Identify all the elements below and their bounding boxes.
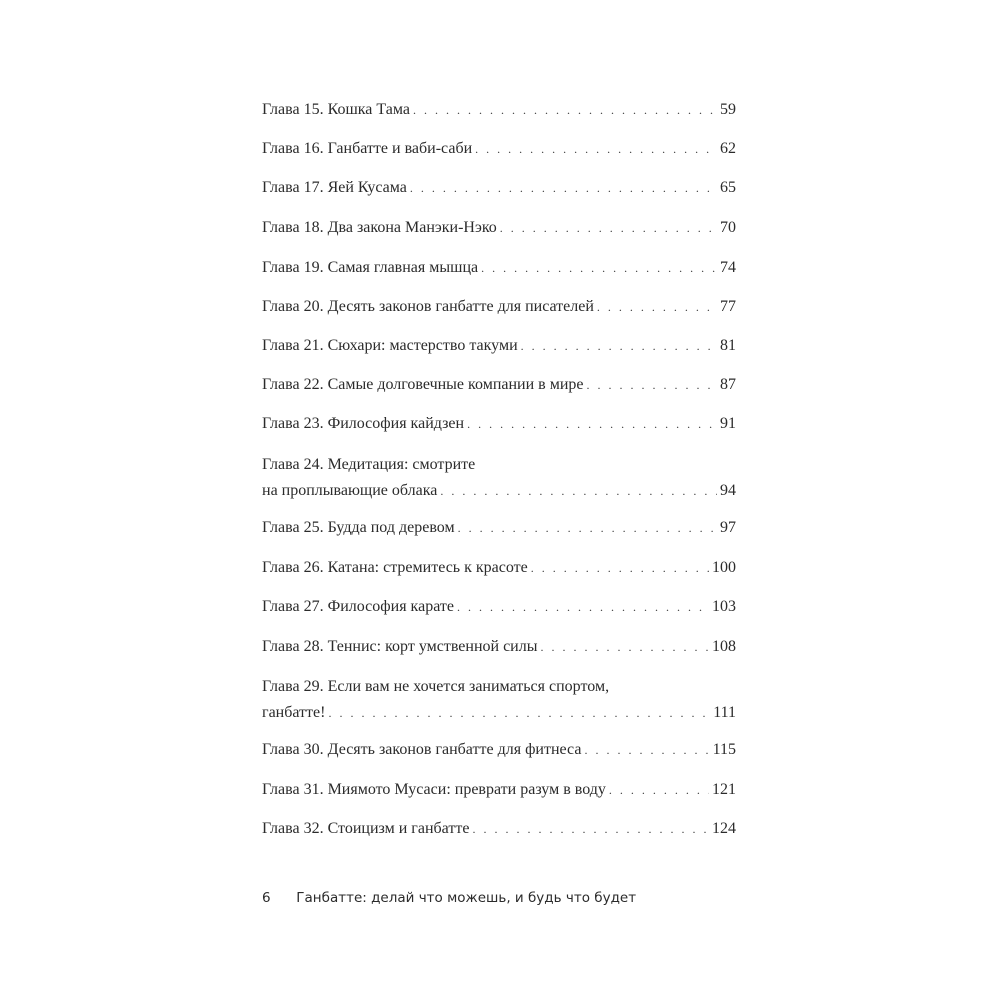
toc-entry-page: 100 (712, 559, 736, 576)
toc-entry-page: 59 (720, 101, 736, 118)
toc-entry (262, 335, 736, 357)
toc-entry (262, 596, 736, 618)
toc-entry (262, 676, 736, 724)
toc-entry-page: 124 (712, 820, 736, 837)
dot-leader (467, 413, 717, 435)
toc-entry-title: на проплывающие облака (262, 482, 438, 499)
toc-entry (262, 177, 736, 199)
toc-entry (262, 739, 736, 761)
dot-leader (587, 374, 717, 396)
dot-leader (500, 217, 717, 239)
toc-entry-title: Глава 21. Сюхари: мастерство такуми (262, 337, 518, 354)
toc-entry-title: Глава 20. Десять законов ганбатте для писателей (262, 298, 594, 315)
toc-entry-title: Глава 16. Ганбатте и ваби-саби (262, 140, 473, 157)
toc-entry-page: 103 (712, 598, 736, 615)
toc-entry-page: 97 (720, 519, 736, 536)
page-number: 6 (262, 890, 271, 906)
toc-entry-page: 111 (713, 704, 736, 721)
toc-entry-title: Глава 32. Стоицизм и ганбатте (262, 820, 470, 837)
dot-leader (540, 636, 709, 658)
toc-entry-page: 87 (720, 376, 736, 393)
dot-leader (440, 480, 717, 502)
toc-entry-page: 121 (712, 781, 736, 798)
toc-entry (262, 818, 736, 840)
toc-entry (262, 454, 736, 502)
toc-entry (262, 257, 736, 279)
toc-entry (262, 557, 736, 579)
toc-entry-title: Глава 18. Два закона Манэки-Нэко (262, 219, 497, 236)
toc-entry (262, 517, 736, 539)
toc-entry (262, 636, 736, 658)
dot-leader (413, 99, 717, 121)
page-footer (262, 890, 636, 906)
dot-leader (458, 517, 717, 539)
dot-leader (457, 596, 709, 618)
dot-leader (410, 177, 717, 199)
toc-entry (262, 374, 736, 396)
running-title: Ганбатте: делай что можешь, и будь что будет (296, 890, 637, 906)
toc-entry-page: 77 (720, 298, 736, 315)
toc-entry (262, 217, 736, 239)
dot-leader (521, 335, 717, 357)
toc-entry-page: 70 (720, 219, 736, 236)
toc-entry (262, 296, 736, 318)
toc-entry-page: 74 (720, 259, 736, 276)
toc-entry-page: 62 (720, 140, 736, 157)
toc-entry-title-line1: Глава 24. Медитация: смотрите (262, 456, 476, 473)
toc-entry-page: 115 (712, 741, 736, 758)
dot-leader (597, 296, 717, 318)
toc-entry (262, 779, 736, 801)
toc-entry-page: 81 (720, 337, 736, 354)
toc-entry-title: Глава 23. Философия кайдзен (262, 415, 465, 432)
toc-entry-title: Глава 31. Миямото Мусаси: преврати разум в воду (262, 781, 606, 798)
toc-entry-title: Глава 17. Яей Кусама (262, 179, 407, 196)
dot-leader (475, 138, 717, 160)
toc-entry (262, 99, 736, 121)
toc-entry-title: Глава 26. Катана: стремитесь к красоте (262, 559, 528, 576)
toc-entry-page: 91 (720, 415, 736, 432)
toc-entry-page: 94 (720, 482, 736, 499)
toc-entry-title: Глава 19. Самая главная мышца (262, 259, 479, 276)
toc-entry-title: Глава 22. Самые долговечные компании в мире (262, 376, 584, 393)
toc-entry (262, 413, 736, 435)
toc-entry-title: ганбатте! (262, 704, 326, 721)
dot-leader (328, 702, 710, 724)
toc-entry-title: Глава 25. Будда под деревом (262, 519, 455, 536)
toc-entry-title: Глава 30. Десять законов ганбатте для фитнеса (262, 741, 582, 758)
toc-entry-title: Глава 27. Философия карате (262, 598, 454, 615)
toc-entry-page: 65 (720, 179, 736, 196)
dot-leader (531, 557, 709, 579)
dot-leader (609, 779, 709, 801)
toc-entry-title: Глава 28. Теннис: корт умственной силы (262, 638, 538, 655)
toc-entry-page: 108 (712, 638, 736, 655)
dot-leader (584, 739, 709, 761)
dot-leader (481, 257, 717, 279)
toc-entry (262, 138, 736, 160)
dot-leader (472, 818, 709, 840)
toc-entry-title-line1: Глава 29. Если вам не хочется заниматься спортом, (262, 678, 610, 695)
toc-entry-title: Глава 15. Кошка Тама (262, 101, 410, 118)
